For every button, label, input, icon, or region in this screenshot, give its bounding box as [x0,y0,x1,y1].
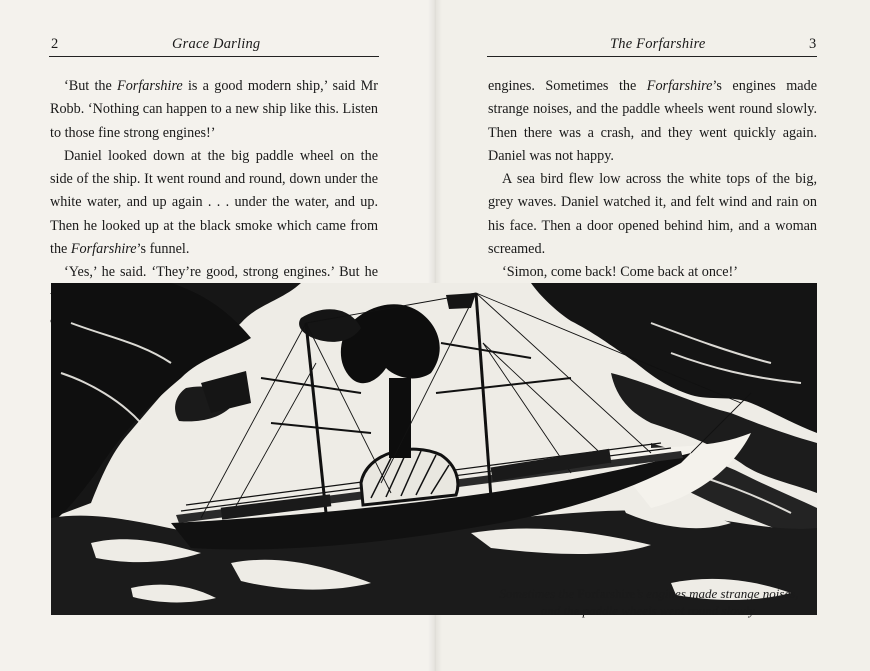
left-paragraph-2: Daniel looked down at the big paddle wheel on the side of the ship. It went round and round, down under the white water, and up again . . . under the water, and up. Then he looked up at the black smoke which came from the Forfarshire’s funnel. [50,147,378,258]
right-header-rule [487,56,817,57]
left-paragraph-3: ‘Yes,’ he said. ‘They’re good, strong engines.’ But he [64,264,378,281]
illustration-caption [490,585,808,619]
steamship-illustration [51,283,817,615]
caption-line-2: and the paddle wheels went round slowly. [540,603,758,618]
left-paragraph-1: ‘But the Forfarshire is a good modern ship,’ said Mr Robb. ‘Nothing can happen to a new ship like this. Listen to those fine strong engines!’ [50,78,378,141]
right-paragraph-2: A sea bird flew low across the white tops of the big, grey waves. Daniel watched it, and felt wind and rain on his face. Then a door opened behind him, and a woman screamed. [488,171,817,258]
left-header-rule [49,56,379,57]
right-paragraph-1: engines. Sometimes the Forfarshire’s engines made strange noises, and the paddle wheels went round slowly. Then there was a crash, and they went quickly again. Daniel was not happy. [488,78,817,164]
right-page-number: 3 [809,36,817,52]
left-running-head: Grace Darling [172,36,261,52]
right-running-head: The Forfarshire [610,36,706,52]
caption-line-1: Sometimes the Forfarshire’s engines made strange noises, [499,586,799,601]
left-page-number: 2 [51,36,59,52]
right-paragraph-3: ‘Simon, come back! Come back at once!’ [502,264,738,281]
